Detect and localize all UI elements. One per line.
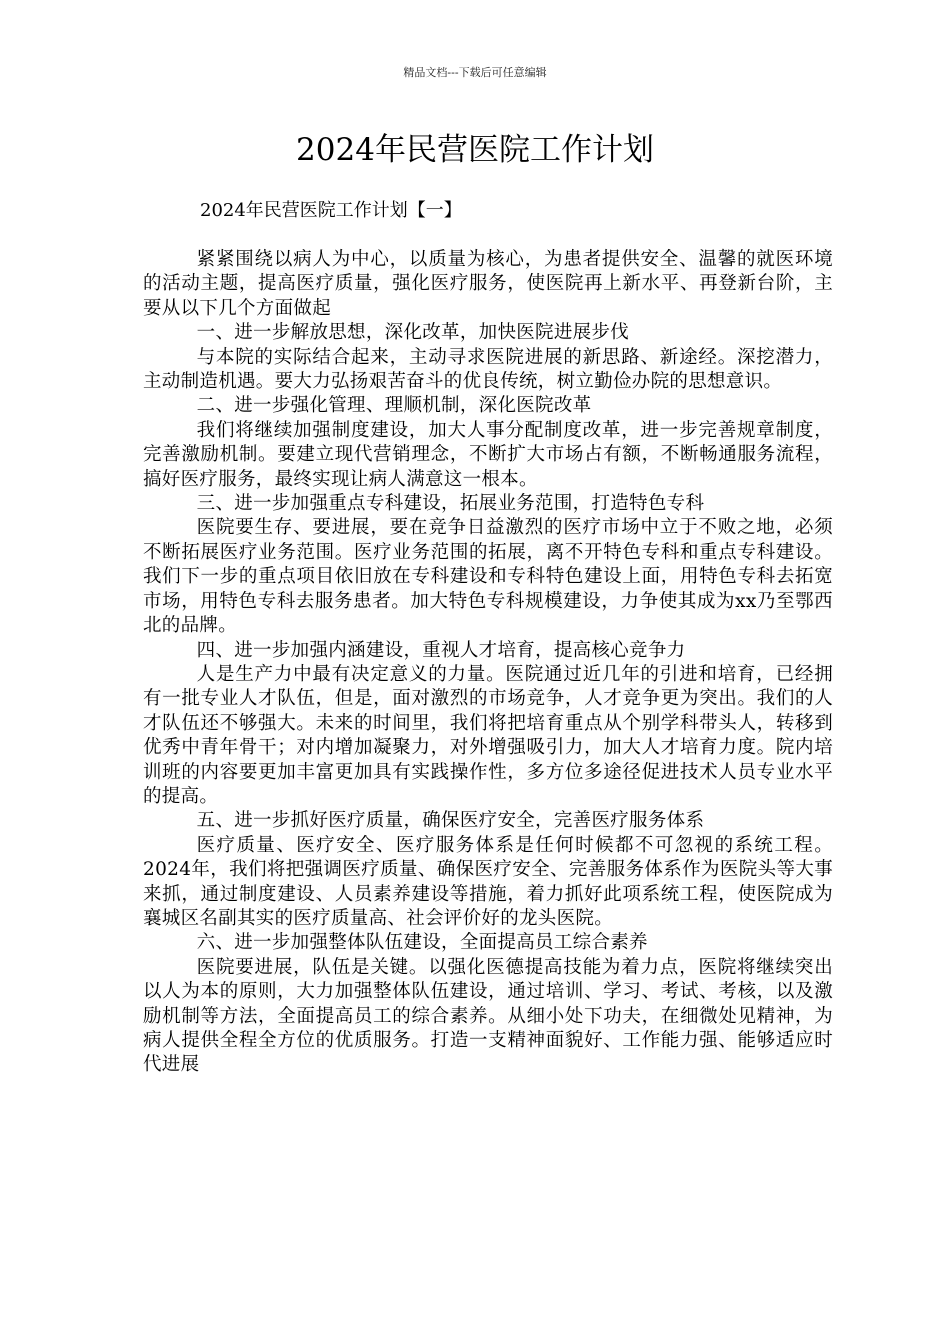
paragraph-4: 人是生产力中最有决定意义的力量。医院通过近几年的引进和培育，已经拥有一批专业人才队伍，但是，面对激烈的市场竞争，人才竞争更为突出。我们的人才队伍还不够强大。未来的时间里，我们将把培育重点从个别学科带头人，转移到优秀中青年骨干；对内增加凝聚力，对外增强吸引力，加大人才培育力度。院内培训班的内容要更加丰富更加具有实践操作性，多方位多途径促进技术人员专业水平的提高。 (143, 663, 833, 807)
paragraph-6: 医院要进展，队伍是关键。以强化医德提高技能为着力点，医院将继续突出以人为本的原则，大力加强整体队伍建设，通过培训、学习、考试、考核，以及激励机制等方法，全面提高员工的综合素养。从细小处下功夫，在细微处见精神，为病人提供全程全方位的优质服务。打造一支精神面貌好、工作能力强、能够适应时代进展 (143, 956, 833, 1076)
paragraph-2: 我们将继续加强制度建设，加大人事分配制度改革，进一步完善规章制度，完善激励机制。要建立现代营销理念，不断扩大市场占有额，不断畅通服务流程，搞好医疗服务，最终实现让病人满意这一根本。 (143, 419, 833, 490)
section-heading-5: 五、进一步抓好医疗质量，确保医疗安全，完善医疗服务体系 (196, 810, 705, 832)
document-title: 2024年民营医院工作计划 (296, 132, 654, 168)
paragraph-5: 医疗质量、医疗安全、医疗服务体系是任何时候都不可忽视的系统工程。2024年，我们将把强调医疗质量、确保医疗安全、完善服务体系作为医院头等大事来抓，通过制度建设、人员素养建设等措施，着力抓好此项系统工程，使医院成为襄城区名副其实的医疗质量高、社会评价好的龙头医院。 (143, 834, 833, 929)
section-heading-3: 三、进一步加强重点专科建设，拓展业务范围，打造特色专科 (196, 493, 705, 515)
section-heading-4: 四、进一步加强内涵建设，重视人才培育，提高核心竞争力 (196, 639, 686, 661)
paragraph-1: 与本院的实际结合起来，主动寻求医院进展的新思路、新途经。深挖潜力，主动制造机遇。要大力弘扬艰苦奋斗的优良传统，树立勤俭办院的思想意识。 (143, 346, 833, 393)
section-heading-2: 二、进一步强化管理、理顺机制，深化医院改革 (196, 395, 592, 417)
header-note: 精品文档---下载后可任意编辑 (403, 66, 547, 79)
paragraph-3: 医院要生存、要进展，要在竞争日益激烈的医疗市场中立于不败之地，必须不断拓展医疗业务范围。医疗业务范围的拓展，离不开特色专科和重点专科建设。我们下一步的重点项目依旧放在专科建设和专科特色建设上面，用特色专科去拓宽市场，用特色专科去服务患者。加大特色专科规模建设，力争使其成为xx乃至鄂西北的品牌。 (143, 517, 833, 637)
paragraph-intro: 紧紧围绕以病人为中心，以质量为核心，为患者提供安全、温馨的就医环境的活动主题，提高医疗质量，强化医疗服务，使医院再上新水平、再登新台阶，主要从以下几个方面做起 (143, 249, 833, 319)
section-heading-6: 六、进一步加强整体队伍建设，全面提高员工综合素养 (196, 932, 648, 954)
document-body (143, 248, 833, 1078)
section-subtitle: 2024年民营医院工作计划【一】 (200, 200, 462, 221)
section-heading-1: 一、进一步解放思想，深化改革，加快医院进展步伐 (196, 322, 630, 344)
